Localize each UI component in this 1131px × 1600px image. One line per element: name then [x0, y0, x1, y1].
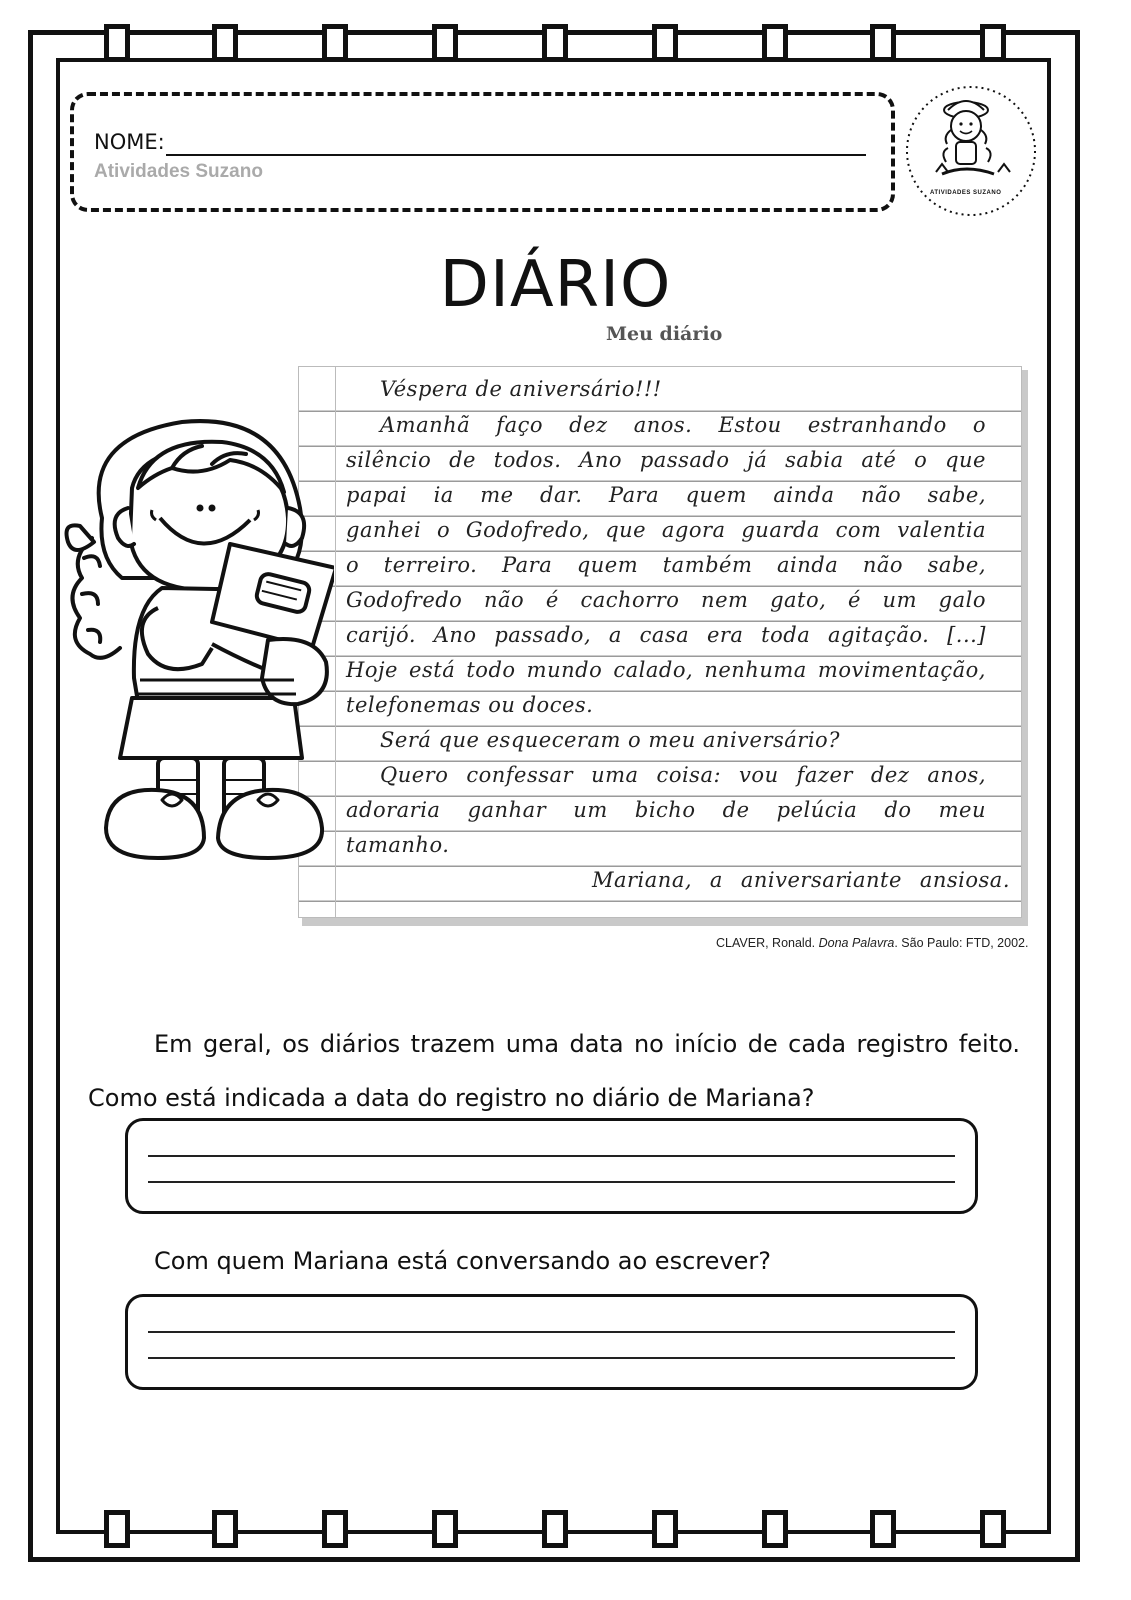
diary-line: Véspera de aniversário!!!	[380, 377, 662, 401]
page-subtitle: Meu diário	[606, 323, 723, 345]
diary-line: Quero confessar uma coisa: vou fazer dez anos,	[380, 763, 986, 787]
answer-line[interactable]	[148, 1331, 955, 1333]
frame-tab	[870, 24, 896, 62]
frame-tab	[652, 24, 678, 62]
diary-line: telefonemas ou doces.	[346, 693, 594, 717]
diary-line: Amanhã faço dez anos. Estou estranhando o	[380, 413, 986, 437]
citation: CLAVER, Ronald. Dona Palavra. São Paulo: FTD, 2002.	[716, 936, 1029, 950]
frame-tab	[322, 1510, 348, 1548]
diary-line: adoraria ganhar um bicho de pelúcia do meu	[346, 798, 986, 822]
frame-tab	[762, 24, 788, 62]
brand-text: Atividades Suzano	[94, 161, 263, 182]
atividades-suzano-logo	[902, 82, 1040, 220]
name-label: NOME:	[94, 130, 165, 154]
notebook-margin	[335, 367, 336, 917]
diary-signature: Mariana, a aniversariante ansiosa.	[592, 868, 1010, 892]
frame-tab	[652, 1510, 678, 1548]
name-input-line[interactable]	[166, 154, 866, 156]
diary-line: Godofredo não é cachorro nem gato, é um galo	[346, 588, 986, 612]
diary-line: Será que esqueceram o meu aniversário?	[380, 728, 840, 752]
diary-line: silêncio de todos. Ano passado já sabia até o que	[346, 448, 986, 472]
frame-tab	[104, 1510, 130, 1548]
question-1: Como está indicada a data do registro no diário de Mariana?	[88, 1084, 815, 1112]
frame-tab	[432, 1510, 458, 1548]
diary-line: o terreiro. Para quem também ainda não sabe,	[346, 553, 986, 577]
frame-tab	[870, 1510, 896, 1548]
answer-line[interactable]	[148, 1155, 955, 1157]
frame-tab	[212, 1510, 238, 1548]
answer-line[interactable]	[148, 1181, 955, 1183]
answer-box-1[interactable]	[125, 1118, 978, 1214]
diary-line: ganhei o Godofredo, que agora guarda com valentia	[346, 518, 986, 542]
logo-caption: ATIVIDADES SUZANO	[930, 190, 1002, 196]
frame-tab	[980, 24, 1006, 62]
girl-with-notebook-illustration	[62, 408, 334, 868]
frame-tab	[322, 24, 348, 62]
diary-line: carijó. Ano passado, a casa era toda agitação. [...]	[346, 623, 986, 647]
answer-line[interactable]	[148, 1357, 955, 1359]
frame-tab	[542, 24, 568, 62]
page-title: DIÁRIO	[439, 248, 672, 322]
diary-line: tamanho.	[346, 833, 450, 857]
frame-tab	[980, 1510, 1006, 1548]
frame-tab	[104, 24, 130, 62]
frame-tab	[212, 24, 238, 62]
frame-tab	[542, 1510, 568, 1548]
diary-line: papai ia me dar. Para quem ainda não sabe,	[346, 483, 986, 507]
name-box	[70, 92, 895, 212]
frame-tab	[762, 1510, 788, 1548]
frame-tab	[432, 24, 458, 62]
diary-line: Hoje está todo mundo calado, nenhuma movimentação,	[346, 658, 986, 682]
question-2: Com quem Mariana está conversando ao escrever?	[154, 1247, 771, 1275]
answer-box-2[interactable]	[125, 1294, 978, 1390]
question-intro: Em geral, os diários trazem uma data no início de cada registro feito.	[154, 1030, 1020, 1058]
